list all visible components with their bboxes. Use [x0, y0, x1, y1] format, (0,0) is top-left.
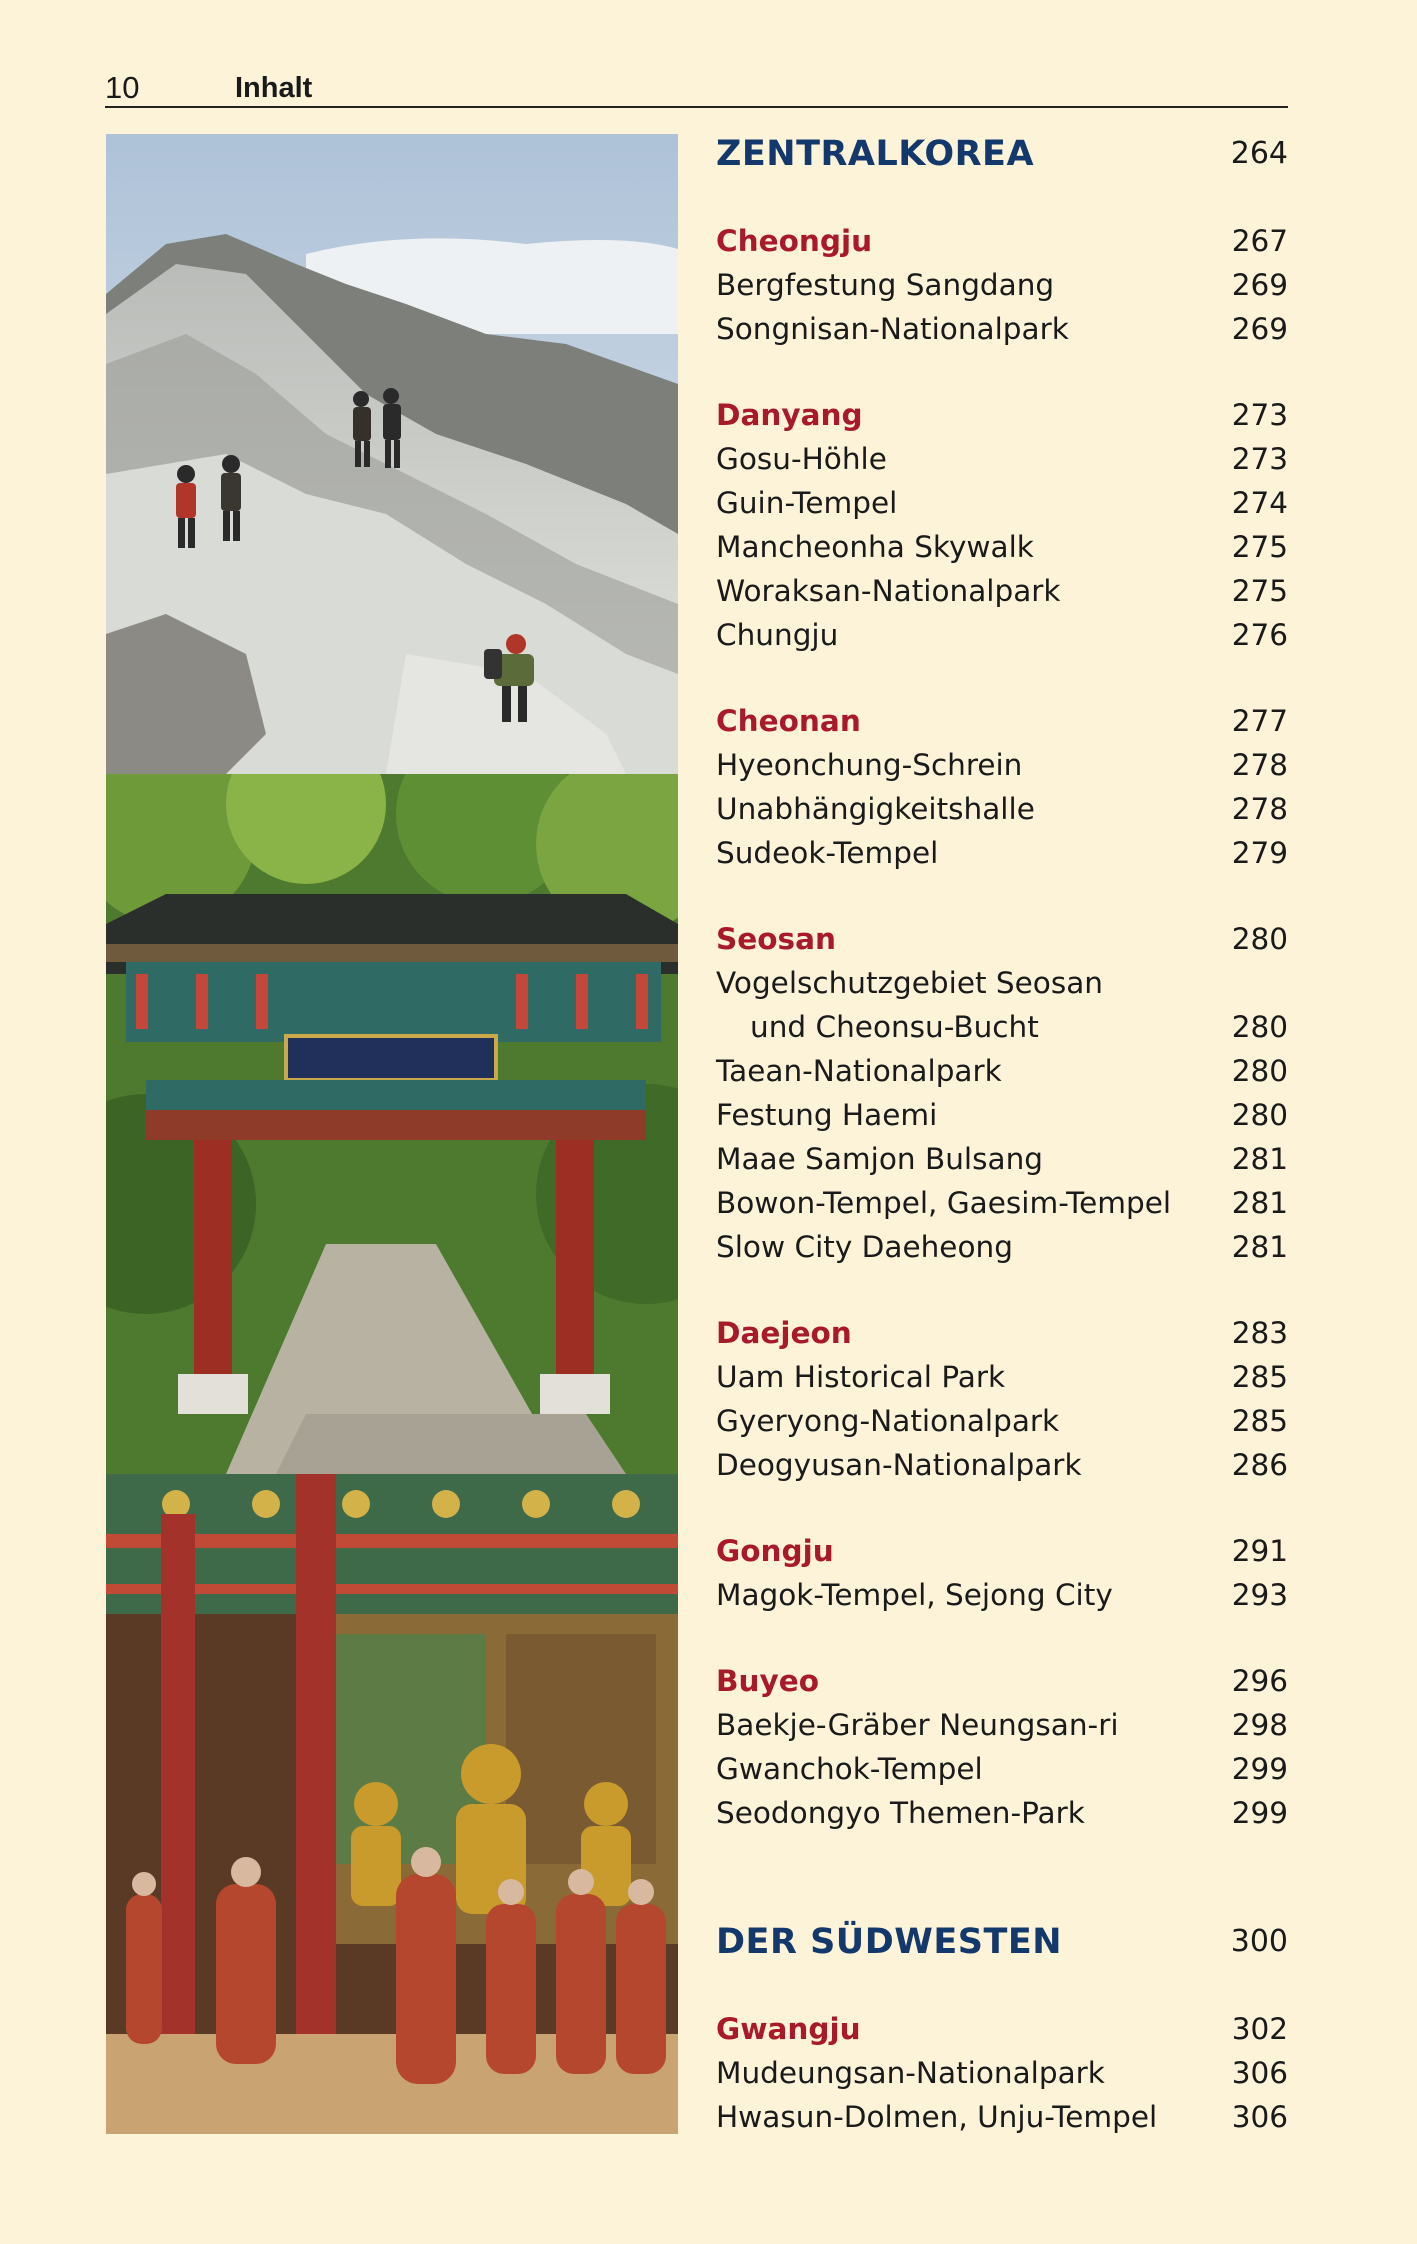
toc-page-number: 306: [1231, 2100, 1288, 2134]
toc-page-number: 264: [1230, 136, 1288, 171]
toc-city-gwangju[interactable]: [716, 2007, 1288, 2051]
toc-entry-label: Seodongyo Themen-Park: [716, 1796, 1085, 1830]
page-number: 10: [105, 70, 140, 105]
toc-city-buyeo[interactable]: [716, 1659, 1288, 1703]
table-of-contents: [716, 132, 1288, 2139]
toc-page-number: 291: [1231, 1534, 1288, 1568]
photo-strip: [106, 134, 678, 2134]
toc-entry[interactable]: [716, 437, 1288, 481]
toc-page-number: 285: [1231, 1360, 1288, 1394]
toc-page-number: 280: [1231, 1010, 1288, 1044]
toc-city-seosan[interactable]: [716, 917, 1288, 961]
toc-entry-label: Taean-Nationalpark: [716, 1054, 1002, 1088]
toc-entry[interactable]: [716, 2051, 1288, 2095]
toc-page-number: 273: [1231, 442, 1288, 476]
toc-entry-label: Gosu-Höhle: [716, 442, 887, 476]
toc-page-number: 281: [1231, 1142, 1288, 1176]
toc-page-number: 277: [1231, 704, 1288, 738]
toc-page-number: 278: [1231, 792, 1288, 826]
toc-entry-label: Hyeonchung-Schrein: [716, 748, 1023, 782]
toc-page-number: 281: [1231, 1230, 1288, 1264]
toc-page-number: 279: [1231, 836, 1288, 870]
toc-page-number: 280: [1231, 1098, 1288, 1132]
toc-page-number: 283: [1231, 1316, 1288, 1350]
toc-page-number: 273: [1231, 398, 1288, 432]
toc-entry[interactable]: [716, 263, 1288, 307]
toc-page-number: 299: [1231, 1752, 1288, 1786]
toc-page-number: 302: [1231, 2012, 1288, 2046]
toc-page-number: 275: [1231, 574, 1288, 608]
toc-page-number: 298: [1231, 1708, 1288, 1742]
toc-entry[interactable]: [716, 787, 1288, 831]
toc-entry[interactable]: [716, 1049, 1288, 1093]
toc-entry-label: Festung Haemi: [716, 1098, 938, 1132]
toc-entry-label: Maae Samjon Bulsang: [716, 1142, 1043, 1176]
toc-entry-label: Deogyusan-Nationalpark: [716, 1448, 1082, 1482]
toc-page-number: 299: [1231, 1796, 1288, 1830]
toc-entry-label: Vogelschutzgebiet Seosan: [716, 966, 1104, 1000]
toc-city-title: Cheonan: [716, 704, 861, 738]
toc-page-number: 276: [1231, 618, 1288, 652]
toc-page-number: 278: [1231, 748, 1288, 782]
toc-entry-label: und Cheonsu-Bucht: [750, 1010, 1039, 1044]
temple-hall-monks-photo: [106, 1474, 678, 2134]
mountain-hikers-photo: [106, 134, 678, 774]
toc-entry-label: Unabhängigkeitshalle: [716, 792, 1035, 826]
toc-entry[interactable]: [716, 1355, 1288, 1399]
toc-page-number: 269: [1231, 312, 1288, 346]
toc-entry[interactable]: [716, 961, 1288, 1005]
temple-gate-photo: [106, 774, 678, 1474]
toc-entry[interactable]: [716, 1573, 1288, 1617]
page-header: [105, 70, 1288, 108]
toc-entry-label: Songnisan-Nationalpark: [716, 312, 1069, 346]
toc-entry-label: Woraksan-Nationalpark: [716, 574, 1061, 608]
toc-entry-label: Baekje-Gräber Neungsan-ri: [716, 1708, 1119, 1742]
toc-city-gongju[interactable]: [716, 1529, 1288, 1573]
toc-entry-label: Uam Historical Park: [716, 1360, 1006, 1394]
toc-entry[interactable]: [716, 569, 1288, 613]
toc-entry-label: Mancheonha Skywalk: [716, 530, 1034, 564]
toc-entry[interactable]: [716, 1703, 1288, 1747]
toc-entry[interactable]: [716, 613, 1288, 657]
toc-entry-label: Hwasun-Dolmen, Unju-Tempel: [716, 2100, 1158, 2134]
toc-entry-label: Mudeungsan-Nationalpark: [716, 2056, 1105, 2090]
toc-entry-label: Chungju: [716, 618, 839, 652]
toc-entry[interactable]: [716, 1443, 1288, 1487]
toc-entry[interactable]: [716, 1791, 1288, 1835]
toc-entry-label: Bowon-Tempel, Gaesim-Tempel: [716, 1186, 1172, 1220]
toc-entry[interactable]: [716, 1225, 1288, 1269]
toc-section-zentralkorea[interactable]: [716, 132, 1288, 176]
toc-page-number: 286: [1231, 1448, 1288, 1482]
toc-city-daejeon[interactable]: [716, 1311, 1288, 1355]
toc-page-number: 274: [1231, 486, 1288, 520]
toc-entry[interactable]: [716, 481, 1288, 525]
toc-entry[interactable]: [716, 2095, 1288, 2139]
toc-page-number: 267: [1231, 224, 1288, 258]
toc-entry[interactable]: [716, 1137, 1288, 1181]
toc-city-title: Gongju: [716, 1534, 834, 1568]
toc-entry[interactable]: [716, 1093, 1288, 1137]
toc-entry[interactable]: [716, 1181, 1288, 1225]
toc-entry-label: Magok-Tempel, Sejong City: [716, 1578, 1113, 1612]
toc-section-title: ZENTRALKOREA: [716, 134, 1035, 174]
toc-entry-label: Gwanchok-Tempel: [716, 1752, 983, 1786]
toc-page-number: 275: [1231, 530, 1288, 564]
toc-city-title: Gwangju: [716, 2012, 861, 2046]
toc-city-title: Seosan: [716, 922, 836, 956]
toc-page-number: 281: [1231, 1186, 1288, 1220]
toc-entry-label: Sudeok-Tempel: [716, 836, 939, 870]
toc-city-title: Cheongju: [716, 224, 873, 258]
toc-city-cheonan[interactable]: [716, 699, 1288, 743]
toc-entry-label: Guin-Tempel: [716, 486, 898, 520]
toc-entry[interactable]: [716, 743, 1288, 787]
toc-entry[interactable]: [716, 831, 1288, 875]
toc-page-number: 280: [1231, 922, 1288, 956]
toc-city-cheongju[interactable]: [716, 219, 1288, 263]
toc-page-number: 293: [1231, 1578, 1288, 1612]
toc-entry[interactable]: [716, 1005, 1288, 1049]
toc-entry[interactable]: [716, 1747, 1288, 1791]
toc-page-number: 300: [1230, 1924, 1288, 1959]
toc-entry-label: Bergfestung Sangdang: [716, 268, 1055, 302]
toc-page-number: 306: [1231, 2056, 1288, 2090]
toc-entry[interactable]: [716, 525, 1288, 569]
toc-entry[interactable]: [716, 307, 1288, 351]
toc-section-suedwesten[interactable]: [716, 1920, 1288, 1964]
toc-city-title: Buyeo: [716, 1664, 819, 1698]
header-title: Inhalt: [235, 72, 313, 104]
toc-section-title: DER SÜDWESTEN: [716, 1922, 1063, 1962]
toc-page-number: 269: [1231, 268, 1288, 302]
toc-entry-label: Gyeryong-Nationalpark: [716, 1404, 1060, 1438]
toc-city-danyang[interactable]: [716, 393, 1288, 437]
toc-city-title: Danyang: [716, 398, 863, 432]
toc-page-number: 280: [1231, 1054, 1288, 1088]
toc-page-number: 285: [1231, 1404, 1288, 1438]
toc-page-number: 296: [1231, 1664, 1288, 1698]
toc-city-title: Daejeon: [716, 1316, 852, 1350]
toc-entry[interactable]: [716, 1399, 1288, 1443]
toc-entry-label: Slow City Daeheong: [716, 1230, 1013, 1264]
